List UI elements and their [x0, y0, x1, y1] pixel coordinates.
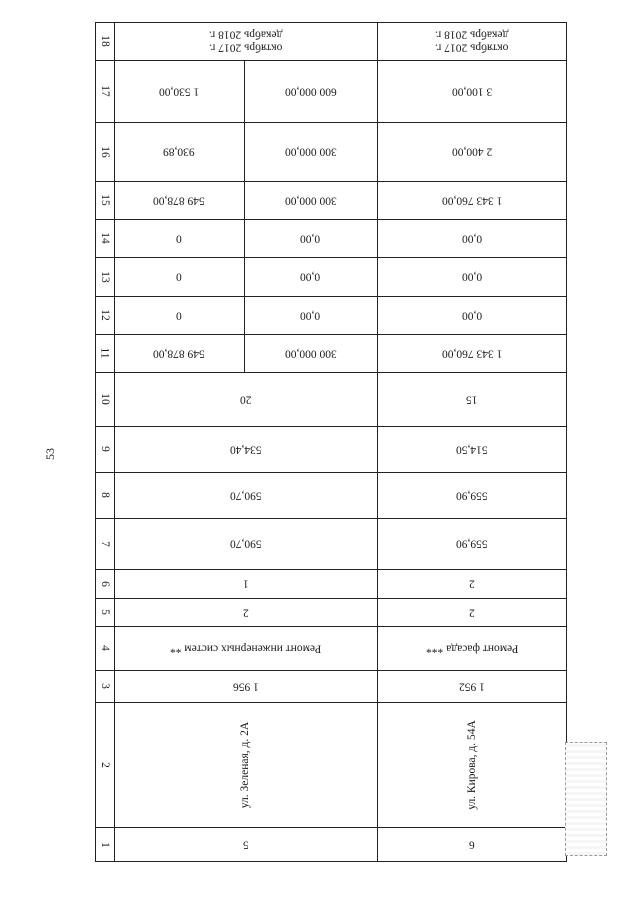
row5-year: 1 956 — [232, 680, 259, 693]
row6-c6: 2 — [469, 577, 475, 590]
row5-c14b: 0 — [176, 232, 182, 245]
row6-c12: 0,00 — [461, 309, 483, 322]
row6-period: октябрь 2017 г. декабрь 2018 г. — [435, 29, 509, 54]
row6-c7: 559,90 — [456, 537, 488, 550]
row6-year: 1 952 — [459, 680, 485, 693]
stamp-image — [565, 742, 607, 856]
row5-c17b: 1 530,00 — [158, 85, 200, 98]
row5-c12a: 0,00 — [300, 309, 321, 322]
row6-c10: 15 — [466, 393, 478, 406]
col-header-8: 8 — [98, 492, 111, 498]
col-header-6: 6 — [98, 580, 111, 587]
row6-c16: 2 400,00 — [451, 145, 493, 158]
row6-c5: 2 — [469, 606, 475, 619]
page-number: 53 — [43, 448, 57, 460]
col-header-13: 13 — [98, 270, 111, 283]
row5-c16b: 930,89 — [163, 145, 195, 158]
row5-address: ул. Зеленая, д. 2А — [239, 721, 252, 808]
col-header-11: 11 — [98, 347, 111, 359]
row6-c8: 559,90 — [456, 489, 488, 502]
col-header-12: 12 — [98, 309, 111, 321]
row5-c12b: 0 — [176, 309, 182, 322]
col-header-9: 9 — [98, 446, 111, 452]
row6-c9: 514,50 — [456, 443, 488, 456]
col-header-3: 3 — [98, 683, 111, 689]
col-header-15: 15 — [98, 194, 111, 206]
row6-work: Ремонт фасада *** — [425, 642, 519, 655]
row5-c9: 534,40 — [229, 443, 262, 456]
col-header-17: 17 — [98, 85, 111, 97]
col-header-18: 18 — [98, 35, 111, 47]
col-header-14: 14 — [98, 232, 111, 244]
row5-c11a: 300 000,00 — [284, 347, 337, 360]
repair-table — [95, 22, 567, 862]
row5-c7: 590,70 — [229, 537, 262, 550]
col-header-2: 2 — [98, 761, 111, 768]
row6-c11: 1 343 760,00 — [441, 347, 503, 360]
row5-c13b: 0 — [176, 270, 182, 283]
col-header-1: 1 — [98, 841, 111, 848]
row6-c13: 0,00 — [461, 270, 483, 283]
col-header-16: 16 — [98, 145, 111, 158]
row5-c15a: 300 000,00 — [284, 194, 337, 207]
row6-number: 6 — [469, 838, 475, 851]
row5-number: 5 — [242, 838, 249, 851]
col-header-7: 7 — [98, 540, 111, 547]
row5-c15b: 549 878,00 — [153, 194, 205, 207]
col-header-4: 4 — [98, 645, 111, 651]
row5-c17a: 600 000,00 — [284, 85, 337, 98]
col-header-5: 5 — [98, 609, 111, 615]
row6-c15: 1 343 760,00 — [441, 194, 503, 207]
col-header-10: 10 — [98, 393, 111, 405]
row6-c14: 0,00 — [461, 232, 483, 245]
row5-period: октябрь 2017 г. декабрь 2018 г. — [208, 29, 283, 54]
row5-work: Ремонт инженерных систем ** — [169, 642, 322, 655]
row5-c16a: 300 000,00 — [284, 145, 337, 158]
row5-c13a: 0,00 — [300, 270, 321, 283]
row5-c6: 1 — [242, 577, 249, 590]
row5-c14a: 0,00 — [300, 232, 321, 245]
row5-c10: 20 — [239, 393, 252, 406]
row6-c17: 3 100,00 — [451, 85, 493, 98]
row5-c8: 590,70 — [229, 489, 262, 502]
row5-c5: 2 — [242, 606, 249, 619]
row6-address: ул. Кирова, д. 54А — [465, 719, 478, 810]
row5-c11b: 549 878,00 — [153, 347, 205, 360]
